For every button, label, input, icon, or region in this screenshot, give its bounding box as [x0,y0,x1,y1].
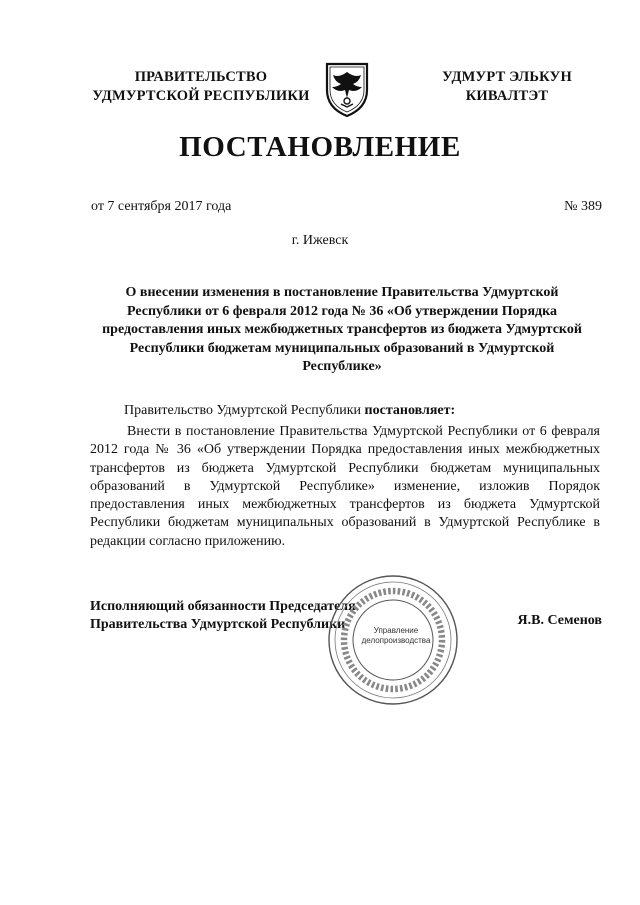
signatory-position-line-2: Правительства Удмуртской Республики [90,617,346,632]
document-place: г. Ижевск [291,233,349,248]
signatory-position [90,598,356,634]
stamp-line-2: делопроизводства [361,636,431,645]
document-date: от 7 сентября 2017 года [91,199,232,214]
issuer-line-1: ПРАВИТЕЛЬСТВО [134,69,268,85]
signatory-position-line-1: Исполняющий обязанности Председателя [90,599,356,614]
issuer-name-russian [82,68,320,106]
signatory-name: Я.В. Семенов [517,613,602,628]
issuer-udmurt-line-1: УДМУРТ ЭЛЬКУН [442,69,572,85]
coat-of-arms-icon [323,60,371,118]
issuer-udmurt-line-2: КИВАЛТЭТ [465,88,549,104]
resolution-paragraph: Внести в постановление Правительства Удмуртской Республики от 6 февраля 2012 года № 36 «Об утверждении Порядка предоставления иных межбюджетных трансфертов из бюджета Удмуртской Республики бюджетам муниципальных образований в Удмуртской Республике» изменение, изложив Порядок предоставления иных межбюджетных трансфертов из бюджета Удмуртской Республики бюджетам муниципальных образований в Удмуртской Республике в редакции согласно приложению. [90,424,600,549]
lead-prefix: Правительство Удмуртской Республики [124,403,365,418]
issuer-name-udmurt [422,68,592,106]
resolution-lead [124,403,455,419]
stamp-center-text [359,626,433,646]
issuer-line-2: УДМУРТСКОЙ РЕСПУБЛИКИ [92,88,310,104]
document-subject: О внесении изменения в постановление Правительства Удмуртской Республики от 6 февраля 2012 года № 36 «Об утверждении Порядка предоставления иных межбюджетных трансфертов из бюджета Удмуртской Республики бюджетам муниципальных образований в Удмуртской Республике» [102,285,582,374]
document-type-title: ПОСТАНОВЛЕНИЕ [179,131,461,163]
document-number: № 389 [564,199,602,214]
lead-emphasis: постановляет: [364,403,456,418]
stamp-line-1: Управление [373,626,419,635]
